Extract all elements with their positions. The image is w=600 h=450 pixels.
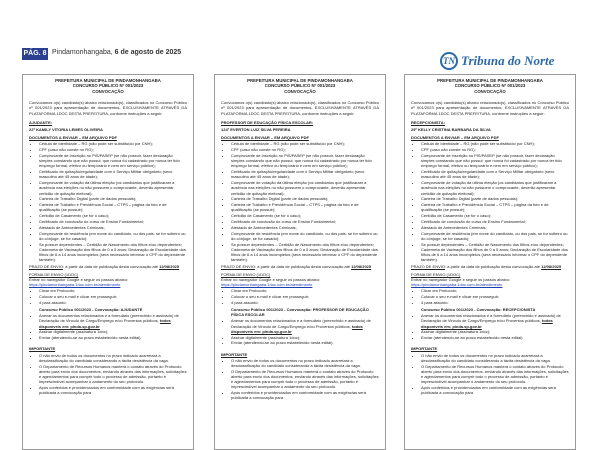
- announcement-column-1: [22, 74, 194, 450]
- important-item: • Após conferidos e providenciados em conformidade com as exigências será publicada a convocação para: [421, 385, 569, 395]
- concurso-title: CONCURSO PÚBLICO Nº 001/2023: [72, 83, 144, 89]
- document-item: • Carteira de Trabalho Digital (parte de dados pessoais);: [421, 196, 569, 201]
- step-item: • 4 para assunto:: [231, 300, 379, 305]
- step-item: • Colocar o seu e-mail e clicar em prosseguir;: [231, 294, 379, 299]
- subject-line: Concurso Público 001/2023 - Convocação: AJUDANTE: [39, 307, 143, 313]
- important-list: [221, 358, 379, 401]
- important-item: • O Departamento de Recursos Humanos manterá o contato através do Protocolo aberto para envio dos documentos, enviando através das informações, solicitações e agendamentos para cumprir todo o processo de admissão, portanto é imprescindível acompanhar o andamento do seu protocolo.: [39, 364, 187, 385]
- documents-heading: DOCUMENTOS A ENVIAR – EM ARQUIVO PDF: [29, 135, 117, 141]
- step-item: • 4 para assunto:: [39, 300, 187, 305]
- deadline-date: 12/08/2025: [351, 264, 372, 270]
- document-item: • Certificado de conclusão do curso de Ensino Fundamental;: [39, 219, 187, 224]
- deadline-paragraph: [221, 264, 379, 269]
- deadline-date: 12/08/2025: [541, 264, 562, 270]
- documents-heading: DOCUMENTOS A ENVIAR – EM ARQUIVO PDF: [411, 135, 499, 141]
- place-date-line: [52, 49, 181, 56]
- intro-paragraph: Convocamos o(s) candidato(s) abaixo relacionado(s), classificados no Concurso Público nº 001/2023 para apresentação de documentos, EXCLUSIVAMENTE ATRAVÉS DA PLATAFORMA 1DOC DESTA PREFEITURA, conforme instruções a seguir:: [221, 100, 379, 116]
- step-text: Anexar os documentos relacionados e a formulário (preenchido e assinado) de Declaração de Vinculo de Cargo/Emprego e/ou Proventos públicos,: [421, 313, 561, 324]
- step-item: • Colocar o seu e-mail e clicar em prosseguir;: [421, 294, 569, 299]
- newspaper-logo: [440, 52, 554, 70]
- step-item: [231, 335, 379, 340]
- document-item: • Comprovante de inscrição no PIS/PASEP (se não possuir, fazer declaração simples constando que não possui; que nunca foi cadastrado por nunca ter tido emprego formal, efetivo ou temporário e nem em serviço público);: [39, 153, 187, 169]
- important-item: • O não envio de todos os documentos no prazo indicado acarretará a desclassificação do candidato considerando a tácita desistência da vaga.: [39, 353, 187, 363]
- deadline-label: PRAZO DE ENVIO: [221, 264, 256, 270]
- step-item: • 4 para assunto:: [421, 300, 569, 305]
- announcement-column-3: [404, 74, 576, 450]
- document-item: • Certificado de quitação/regularidade com o Serviço Militar obrigatório (sexo masculino até 45 anos de idade);: [421, 169, 569, 179]
- document-item: • Cédula de Identidade – RG (não pode ser substituído por CNH);: [39, 141, 187, 146]
- forms-link[interactable]: todos disponíveis em: pinda.sp.gov.br: [231, 323, 363, 334]
- document-item: • Comprovante de residência (em nome do candidato, ou dos pais, se for solteiro ou do cônjuge, se for casado);: [231, 231, 379, 241]
- deadline-label: PRAZO DE ENVIO: [29, 264, 64, 270]
- document-item: • Comprovante de inscrição no PIS/PASEP (se não possuir, fazer declaração simples constando que não possui; que nunca foi cadastrado por nunca ter tido emprego formal, efetivo ou temporário e nem em serviço público);: [231, 153, 379, 169]
- how-to-send-intro: Entrar no navegador Google e seguir os passos abaixo:: [411, 276, 510, 282]
- step-text: Anexar os documentos relacionados e a formulário (preenchido e assinado) de Declaração de Vinculo de Cargo/Emprego e/ou Proventos públicos,: [231, 318, 371, 329]
- portal-link[interactable]: https://pindamonhangaba.1doc.com.br/atendimento: [221, 282, 313, 288]
- document-item: • Certidão de Casamento (se for o caso);: [421, 213, 569, 218]
- deadline-text: : a partir da data de publicação desta convocação até: [445, 264, 542, 270]
- document-item: • Certificado de conclusão do curso de Ensino Fundamental;: [421, 219, 569, 224]
- step-text: Assinar digitalmente (assinatura 1doc);: [231, 334, 301, 340]
- steps-list: [221, 288, 379, 305]
- document-item: • Se possuir dependentes – Certidão de Nascimento dos filhos e/ou dependentes; Caderneta de Vacinação dos filhos de 0 a 5 anos; Declaração de Escolaridade dos filhos de 6 a 14 anos incompletos (será necessário informar o CPF do dependente também).: [421, 242, 569, 263]
- deadline-label: PRAZO DE ENVIO: [411, 264, 446, 270]
- portal-link[interactable]: https://pindamonhangaba.1doc.com.br/atendimento: [29, 282, 121, 288]
- steps-list: [29, 288, 187, 305]
- concurso-title: CONCURSO PÚBLICO Nº 001/2023: [264, 83, 336, 89]
- important-item: • O não envio de todos os documentos no prazo indicado acarretará a desclassificação do candidato considerando a tácita desistência da vaga.: [421, 353, 569, 363]
- step-item: [39, 329, 187, 334]
- deadline-text: : a partir da data de publicação desta convocação até: [255, 264, 352, 270]
- role-heading: AJUDANTE:: [29, 119, 53, 125]
- how-to-send-heading: FORMA DE ENVIO (1DOC): [29, 271, 79, 277]
- how-to-send-heading: FORMA DE ENVIO (1DOC): [221, 271, 271, 277]
- step-item: • Clicar em Protocolo;: [231, 288, 379, 293]
- steps-list: [411, 288, 569, 305]
- step-text: Enviar (atendendo-se ao prazo estabelecido nesta edital).: [39, 335, 142, 341]
- portal-link[interactable]: https://pindamonhangaba.1doc.com.br/atendimento: [411, 282, 503, 288]
- document-item: • CPF (caso não conste no RG);: [421, 147, 569, 152]
- document-item: • Certidão de Casamento (se for o caso);: [231, 213, 379, 218]
- document-item: • Atestado de Antecedentes Criminais;: [231, 225, 379, 230]
- document-item: • Comprovante de residência (em nome do candidato, ou dos pais, se for solteiro ou do cônjuge, se for casado);: [39, 231, 187, 241]
- convocacao-title: CONVOCAÇÃO: [284, 88, 316, 94]
- subject-line: Concurso Público 001/2023 - Convocação: PROFESSOR DE EDUCAÇÃO FÍSICA ESCOLAR: [231, 307, 369, 318]
- how-to-send-intro: Entrar no navegador Google e seguir os passos abaixo:: [221, 276, 320, 282]
- document-item: • Certificado de conclusão do curso de Ensino Fundamental;: [231, 219, 379, 224]
- convocacao-title: CONVOCAÇÃO: [474, 88, 506, 94]
- document-item: • Carteira de Trabalho e Previdência Social – CTPS – página da foto e de qualificação (se possuir);: [39, 202, 187, 212]
- step-item: [421, 335, 569, 340]
- step-item: [421, 313, 569, 329]
- deadline-text: : a partir da data de publicação desta convocação até: [63, 264, 160, 270]
- step-item: [231, 340, 379, 345]
- document-item: • Comprovante de votação da última eleição (os candidatos que justificaram a ausência nas eleições no não possuem o comprovante, deverão apresentar certidão de quitação eleitoral);: [421, 180, 569, 196]
- important-item: • O não envio de todos os documentos no prazo indicado acarretará a desclassificação do candidato considerando a tácita desistência da vaga.: [231, 358, 379, 368]
- step-text: Assinar digitalmente (assinatura 1doc);: [421, 329, 491, 335]
- document-item: • Atestado de Antecedentes Criminais;: [421, 225, 569, 230]
- important-heading: IMPORTANTE: [411, 346, 438, 352]
- subject-line: Concurso Público 001/2023 - Convocação: RECEPCIONISTA: [421, 307, 536, 313]
- step-text: Enviar (atendendo-se ao prazo estabelecido nesta edital).: [231, 340, 334, 346]
- candidate-name: 22º KAMILY VITORIA LEMES OLIVEIRA: [29, 127, 103, 133]
- convocacao-title: CONVOCAÇÃO: [92, 88, 124, 94]
- page-number-badge: PÁG. 8: [22, 48, 48, 60]
- concurso-title: CONCURSO PÚBLICO Nº 001/2023: [454, 83, 526, 89]
- document-item: • Carteira de Trabalho e Previdência Social – CTPS – página da foto e de qualificação (se possuir);: [231, 202, 379, 212]
- how-to-send-intro: Entrar no navegador Google e seguir os passos abaixo:: [29, 276, 128, 282]
- how-to-send-heading: FORMA DE ENVIO (1DOC): [411, 271, 461, 277]
- step-item: [421, 329, 569, 334]
- important-heading: IMPORTANTE: [221, 351, 248, 357]
- step-item: [39, 335, 187, 340]
- documents-list: [411, 141, 569, 262]
- prefeitura-title: PREFEITURA MUNICIPAL DE PINDAMONHANGABA: [55, 78, 161, 83]
- candidate-name: 124º EVERTON LUIZ SILVA PEREIRA: [221, 127, 291, 133]
- document-item: • Cédula de Identidade – RG (não pode ser substituído por CNH);: [231, 141, 379, 146]
- step-text: Assinar digitalmente (assinatura 1doc);: [39, 329, 109, 335]
- document-item: • Carteira de Trabalho e Previdência Social – CTPS – página da foto e de qualificação (se possuir);: [421, 202, 569, 212]
- newspaper-header: [0, 0, 600, 70]
- steps2-list: [221, 318, 379, 345]
- document-item: • Comprovante de residência (em nome do candidato, ou dos pais, se for solteiro ou do cônjuge, se for casado);: [421, 231, 569, 241]
- intro-paragraph: Convocamos o(s) candidato(s) abaixo relacionado(s), classificados no Concurso Público nº 001/2023 para apresentação de documentos, EXCLUSIVAMENTE ATRAVÉS DA PLATAFORMA 1DOC DESTA PREFEITURA, conforme instruções a seguir:: [411, 100, 569, 116]
- forms-link[interactable]: todos disponíveis em: pinda.sp.gov.br: [421, 318, 553, 329]
- document-item: • Carteira de Trabalho Digital (parte de dados pessoais);: [39, 196, 187, 201]
- important-heading: IMPORTANTE: [29, 346, 56, 352]
- deadline-paragraph: [411, 264, 569, 269]
- publication-date: 6 de agosto de 2025: [114, 49, 182, 56]
- document-item: • Comprovante de inscrição no PIS/PASEP (se não possuir, fazer declaração simples constando que não possui; que nunca foi cadastrado por nunca ter tido emprego formal, efetivo ou temporário e nem em serviço público);: [421, 153, 569, 169]
- document-item: • Certificado de quitação/regularidade com o Serviço Militar obrigatório (sexo masculino até 45 anos de idade);: [231, 169, 379, 179]
- important-item: • Após conferidos e providenciados em conformidade com as exigências será publicada a convocação para: [39, 385, 187, 395]
- intro-paragraph: Convocamos o(s) candidato(s) abaixo relacionado(s), classificados no Concurso Público nº 001/2023 para apresentação de documentos, EXCLUSIVAMENTE ATRAVÉS DA PLATAFORMA 1DOC DESTA PREFEITURA, conforme instruções a seguir:: [29, 100, 187, 116]
- important-item: • O Departamento de Recursos Humanos manterá o contato através do Protocolo aberto para envio dos documentos, enviando através das informações, solicitações e agendamentos para cumprir todo o processo de admissão, portanto é imprescindível acompanhar o andamento do seu protocolo.: [231, 369, 379, 390]
- document-item: • CPF (caso não conste no RG);: [231, 147, 379, 152]
- deadline-date: 12/08/2025: [159, 264, 180, 270]
- documents-list: [29, 141, 187, 262]
- document-item: • Certificado de quitação/regularidade com o Serviço Militar obrigatório (sexo masculino até 45 anos de idade);: [39, 169, 187, 179]
- deadline-paragraph: [29, 264, 187, 269]
- document-item: • Certidão de Casamento (se for o caso);: [39, 213, 187, 218]
- important-list: [29, 353, 187, 396]
- documents-heading: DOCUMENTOS A ENVIAR – EM ARQUIVO PDF: [221, 135, 309, 141]
- step-text: Enviar (atendendo-se ao prazo estabelecido nesta edital).: [421, 335, 524, 341]
- document-item: • Se possuir dependentes – Certidão de Nascimento dos filhos e/ou dependentes; Caderneta de Vacinação dos filhos de 0 a 5 anos; Declaração de Escolaridade dos filhos de 6 a 14 anos incompletos (será necessário informar o CPF do dependente também).: [39, 242, 187, 263]
- document-item: • Atestado de Antecedentes Criminais;: [39, 225, 187, 230]
- step-item: • Clicar em Protocolo;: [421, 288, 569, 293]
- step-text: Anexar os documentos relacionados e a formulário (preenchido e assinado) de Declaração de Vinculo de Cargo/Emprego e/ou Proventos públicos,: [39, 313, 179, 324]
- important-item: • O Departamento de Recursos Humanos manterá o contato através do Protocolo aberto para envio dos documentos, enviando através das informações, solicitações e agendamentos para cumprir todo o processo de admissão, portanto é imprescindível acompanhar o andamento do seu protocolo.: [421, 364, 569, 385]
- candidate-name: 29º KELLY CRISTINA BARBARA DA SILVA: [411, 127, 491, 133]
- role-heading: RECEPCIONISTA:: [411, 119, 445, 125]
- step-item: [39, 313, 187, 329]
- place-label: Pindamonhangaba,: [52, 49, 115, 56]
- step-item: • Colocar o seu e-mail e clicar em prosseguir;: [39, 294, 187, 299]
- prefeitura-title: PREFEITURA MUNICIPAL DE PINDAMONHANGABA: [437, 78, 543, 83]
- document-item: • Carteira de Trabalho Digital (parte de dados pessoais);: [231, 196, 379, 201]
- step-item: • Clicar em Protocolo;: [39, 288, 187, 293]
- steps2-list: [29, 313, 187, 340]
- documents-list: [221, 141, 379, 262]
- important-list: [411, 353, 569, 396]
- announcement-column-2: [214, 74, 386, 450]
- forms-link[interactable]: todos disponíveis em: pinda.sp.gov.br: [39, 318, 171, 329]
- role-heading: PROFESSOR DE EDUCAÇÃO FÍSICA ESCOLAR:: [221, 119, 314, 125]
- logo-mark-icon: TN: [440, 52, 458, 70]
- prefeitura-title: PREFEITURA MUNICIPAL DE PINDAMONHANGABA: [247, 78, 353, 83]
- document-item: • Comprovante de votação da última eleição (os candidatos que justificaram a ausência nas eleições no não possuem o comprovante, deverão apresentar certidão de quitação eleitoral);: [39, 180, 187, 196]
- step-item: [231, 318, 379, 334]
- steps2-list: [411, 313, 569, 340]
- logo-text: Tribuna do Norte: [461, 53, 555, 68]
- document-item: • Cédula de Identidade – RG (não pode ser substituído por CNH);: [421, 141, 569, 146]
- important-item: • Após conferidos e providenciados em conformidade com as exigências será publicada a convocação para: [231, 390, 379, 400]
- document-item: • Comprovante de votação da última eleição (os candidatos que justificaram a ausência nas eleições no não possuem o comprovante, deverão apresentar certidão de quitação eleitoral);: [231, 180, 379, 196]
- document-item: • CPF (caso não conste no RG);: [39, 147, 187, 152]
- document-item: • Se possuir dependentes – Certidão de Nascimento dos filhos e/ou dependentes; Caderneta de Vacinação dos filhos de 0 a 5 anos; Declaração de Escolaridade dos filhos de 6 a 14 anos incompletos (será necessário informar o CPF do dependente também).: [231, 242, 379, 263]
